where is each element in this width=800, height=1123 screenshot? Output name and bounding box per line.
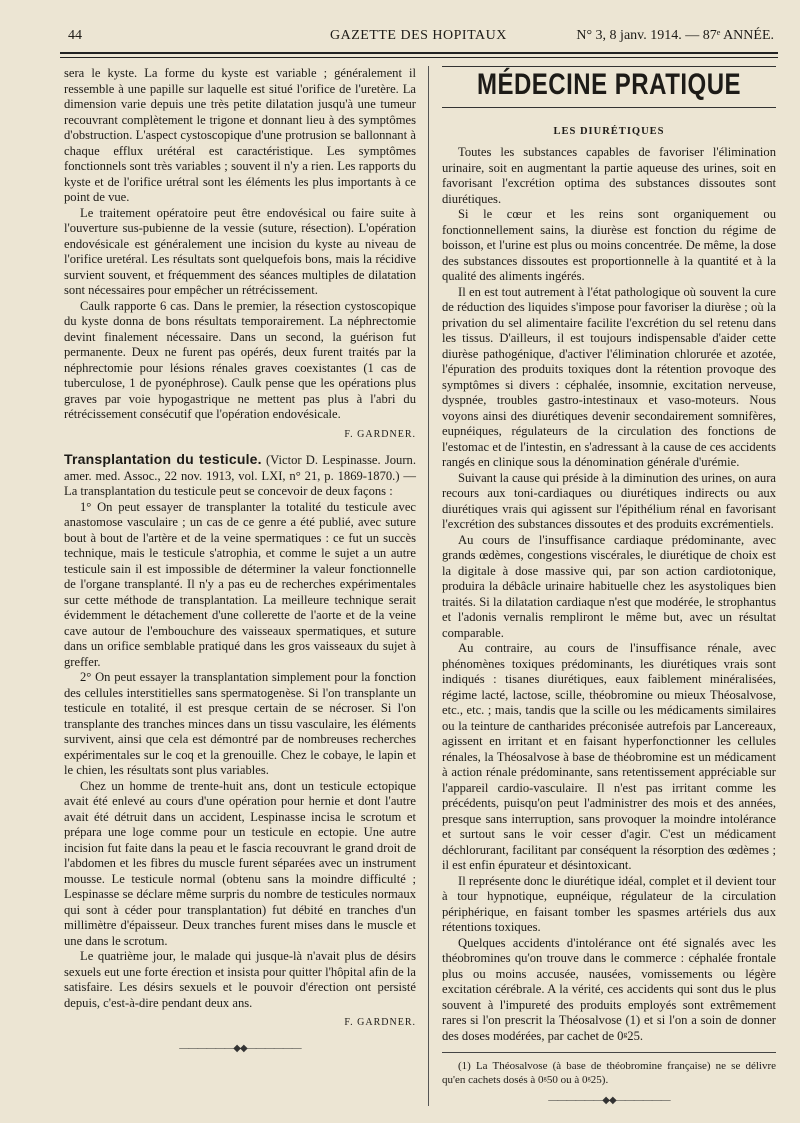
paragraph: 2° On peut essayer la transplantation simplement pour la fonction des cellules interstitielles sans spermatogenèse. Si l'on transplante un testicule en totalité, il est presque certain de se nécroser. Si l'on transplante des tranches minces dans un tissu vasculaire, les éléments survivent, ainsi que cela est démontré par de nombreuses recherches expérimentales sur le coq et la grenouille. Chez le cobaye, le lapin et le chien, les résultats sont plus variables.: [64, 670, 416, 777]
paragraph: sera le kyste. La forme du kyste est variable ; généralement il ressemble à une papille sur laquelle est situé l'orifice de l'uretère. La dimension varie depuis une très petite dilatation jusqu'à une tumeur recouvrant complètement le trigone et donnant lieu à des symptômes d'obstruction. L'aspect cystoscopique d'une protrusion se ballonnant à chaque efflux urétéral est caractéristique. Les symptômes fonctionnels sont très variables ; souvent il n'y a rien. Les rapports du kyste et de l'orifice urétral sont les éléments les plus importants à ce point de vue.: [64, 66, 416, 204]
paragraph: Au contraire, au cours de l'insuffisance rénale, avec phénomènes toxiques prédominants, les diurétiques vrais sont indiqués : tisanes diurétiques, eaux faiblement minéralisées, régime lacté, lactose, scille, théobromine ou mieux Théosalvose, etc., etc. ; mais, tandis que la scille ou les médicaments similaires ou la teinture de cantharides préconisée autrefois par Lancereaux, agissent en irritant et en faisant hyperfonctionner les cellules rénales, la Théosalvose à base de théobromine est un médicament à action rénale prédominante, sans retentissement appréciable sur l'appareil cardio-vasculaire. Il n'est pas irritant comme les précédents, puisqu'on peut l'administrer des mois et des années, presque sans interruption, sans provoquer la moindre intolérance et surtout sans le voir cesser d'agir. C'est un médicament déchlorurant, facilitant par conséquent la résorption des œdèmes ; il est enfin épurateur et désintoxicant.: [442, 641, 776, 872]
section-rule: [442, 107, 776, 108]
paragraph: Chez un homme de trente-huit ans, dont un testicule ectopique avait été enlevé au cours d'une opération pour hernie et dont l'autre avait été détruit dans un accident, Lespinasse incisa le scrotum et prépara une loge comme pour un testicule en ectopie. Une autre incision fut faite dans la peau et le fascia recouvrant le grand droit de l'abdomen et les fibres du muscle furent séparées avec un instrument mousse. Le testicule normal (obtenu sans la moindre difficulté ; Lespinasse se déclare même surpris du nombre de testicules normaux qui sont à céder pour transplantation) fut débité en tranches d'un millimètre d'épaisseur. Deux tranches furent mises dans le muscle et une dans le scrotum.: [64, 778, 416, 948]
header-rule-thin: [60, 57, 778, 58]
ornament-divider: ——————◆◆——————: [548, 1095, 670, 1106]
author-signature: F. GARDNER.: [344, 1017, 416, 1028]
footnote-rule: [442, 1052, 776, 1053]
footnote: (1) La Théosalvose (à base de théobromine française) ne se délivre qu'en cachets dosés à 0ᵍ50 ou à 0ᵍ25).: [442, 1060, 776, 1086]
article-title: Transplantation du testicule.: [64, 451, 262, 467]
page-header: [60, 24, 780, 54]
left-column: [64, 66, 416, 1056]
article-intro: [64, 452, 416, 500]
paragraph: Quelques accidents d'intolérance ont été signalés avec les théobromines qu'on trouve dans le commerce : céphalée frontale plus ou moins accusée, nausées, vomissements ou légère excitation cérébrale. A la vérité, ces accidents qui sont dus le plus souvent à l'impureté des produits employés sont extrêmement rares si l'on prescrit la Théosalvose (1) et si l'on a soin de donner des doses modérées, par cachet de 0ᵍ25.: [442, 935, 776, 1043]
paragraph: Suivant la cause qui préside à la diminution des urines, on aura recours aux toni-cardiaques ou diurétiques indirects ou aux diurétiques vrais qui agissent sur l'épithélium rénal en favorisant l'excrétion des substances dissoutes et des produits excrémentiels.: [442, 470, 776, 531]
issue-info: N° 3, 8 janv. 1914. — 87ᵉ ANNÉE.: [576, 28, 774, 43]
paragraph: Si le cœur et les reins sont organiquement ou fonctionnellement sains, la diurèse est fonction du régime de boisson, et l'urine est plus ou moins concentrée. De même, la dose des substances dissoutes est proportionnelle à la quantité et à la qualité des aliments ingérés.: [442, 207, 776, 283]
paragraph: Toutes les substances capables de favoriser l'élimination urinaire, soit en augmentant la partie aqueuse des urines, soit en favorisant l'excrétion optima des substances dissoutes sont diurétiques.: [442, 145, 776, 206]
paragraph: Le traitement opératoire peut être endovésical ou faire suite à l'ouverture sus-pubienne de la vessie (suture, résection). L'opération endovésicale est généralement une incision du kyste au niveau de l'orifice uretéral. Les résultats sont quelquefois bons, mais la récidive survient souvent, et fréquemment des séances multiples de dilatation sont nécessaires pour empêcher un rétrécissement.: [64, 205, 416, 297]
right-column: [442, 66, 776, 1109]
author-signature: F. GARDNER.: [344, 428, 416, 440]
subsection-title: LES DIURÉTIQUES: [553, 125, 665, 137]
ornament-divider: ——————◆◆——————: [179, 1042, 301, 1054]
paragraph: Le quatrième jour, le malade qui jusque-là n'avait plus de désirs sexuels eut une forte érection et insista pour quitter l'hôpital afin de la satisfaire. Les désirs sexuels et le pouvoir d'érection ont persisté depuis, c'est-à-dire pendant deux ans.: [64, 949, 416, 1010]
article-reference: (Victor D. Lespinasse. Journ. amer. med. Assoc., 22 nov. 1913, vol. LXI, n° 21, p. 1869-1870.) — La transplantation du testicule peut se concevoir de deux façons :: [64, 453, 416, 498]
column-divider: [428, 66, 429, 1106]
paragraph: Il représente donc le diurétique idéal, complet et il devient tour à tour hypnotique, eupnéique, régulateur de la circulation périphérique, en faisant tomber les spasmes artériels dus aux rétentions toxiques.: [442, 873, 776, 934]
paragraph: Caulk rapporte 6 cas. Dans le premier, la résection cystoscopique du kyste donna de bons résultats temporairement. La néphrectomie devint finalement nécessaire. Dans un second, la guérison fut permanente. Deux ne furent pas opérés, deux furent traités par la néphrectomie pour lésions rénales graves coexistantes (1 cas de tuberculose, 1 de pyonéphrose). Caulk pense que les opérations plus graves par voie hypogastrique ne mettent pas plus à l'abri du rétrécissement consécutif que l'opération endovésicale.: [64, 298, 416, 421]
paragraph: 1° On peut essayer de transplanter la totalité du testicule avec anastomose vasculaire ; un cas de ce genre a été publié, avec suture bout à bout de l'artère et de la veine spermatiques : ce fut un succès technique, mais le testicule s'atrophia, et comme le sujet a un autre testicule sain il est impossible de déterminer la valeur fonctionnelle de l'organe transplanté. Il n'y a pas eu de recherches expérimentales sur cette méthode de transplantation. La meilleure technique serait évidemment le détachement d'une collerette de l'aorte et de la veine cave autour de l'embouchure des vaisseaux spermatiques, et suture dans un orifice semblable pratiqué dans les gros vaisseaux du sujet à greffer.: [64, 499, 416, 669]
paragraph: Il en est tout autrement à l'état pathologique où souvent la cure de réduction des liquides s'impose pour favoriser la diurèse ; où la privation du sel alimentaire facilite l'excrétion du sel retenu dans les tissus. D'ailleurs, il est toujours indispensable d'aider cette diurèse pathogénique, d'activer l'élimination chlorurée et azotée, l'épuration des produits toxiques dont la rétention provoque des symptômes si divers : céphalée, insomnie, excitation nerveuse, dyspnée, troubles gastro-intestinaux et vaso-moteurs. Nous voyons ainsi des diurétiques devenir secondairement somnifères, eupnéiques, régulateurs de la circulation des fonctions de l'estomac et de l'intestin, en s'adressant à la cause de ces accidents rangés en clinique sous la dénomination générale d'urémie.: [442, 284, 776, 469]
section-title: MÉDECINE PRATIQUE: [476, 67, 742, 102]
journal-title: GAZETTE DES HOPITAUX: [330, 28, 507, 43]
paragraph: Au cours de l'insuffisance cardiaque prédominante, avec grands œdèmes, congestions viscérales, le diurétique de choix est la digitale à dose massive qui, par son action cardiotonique, produira la débâcle urinaire habituelle chez les asystoliques bien traités. Si la dilatation cardiaque n'est que modérée, le strophantus et l'adonis vernalis rempliront le même but, avec un résultat comparable.: [442, 532, 776, 640]
header-rule: [60, 52, 778, 54]
page-number: 44: [68, 28, 82, 43]
